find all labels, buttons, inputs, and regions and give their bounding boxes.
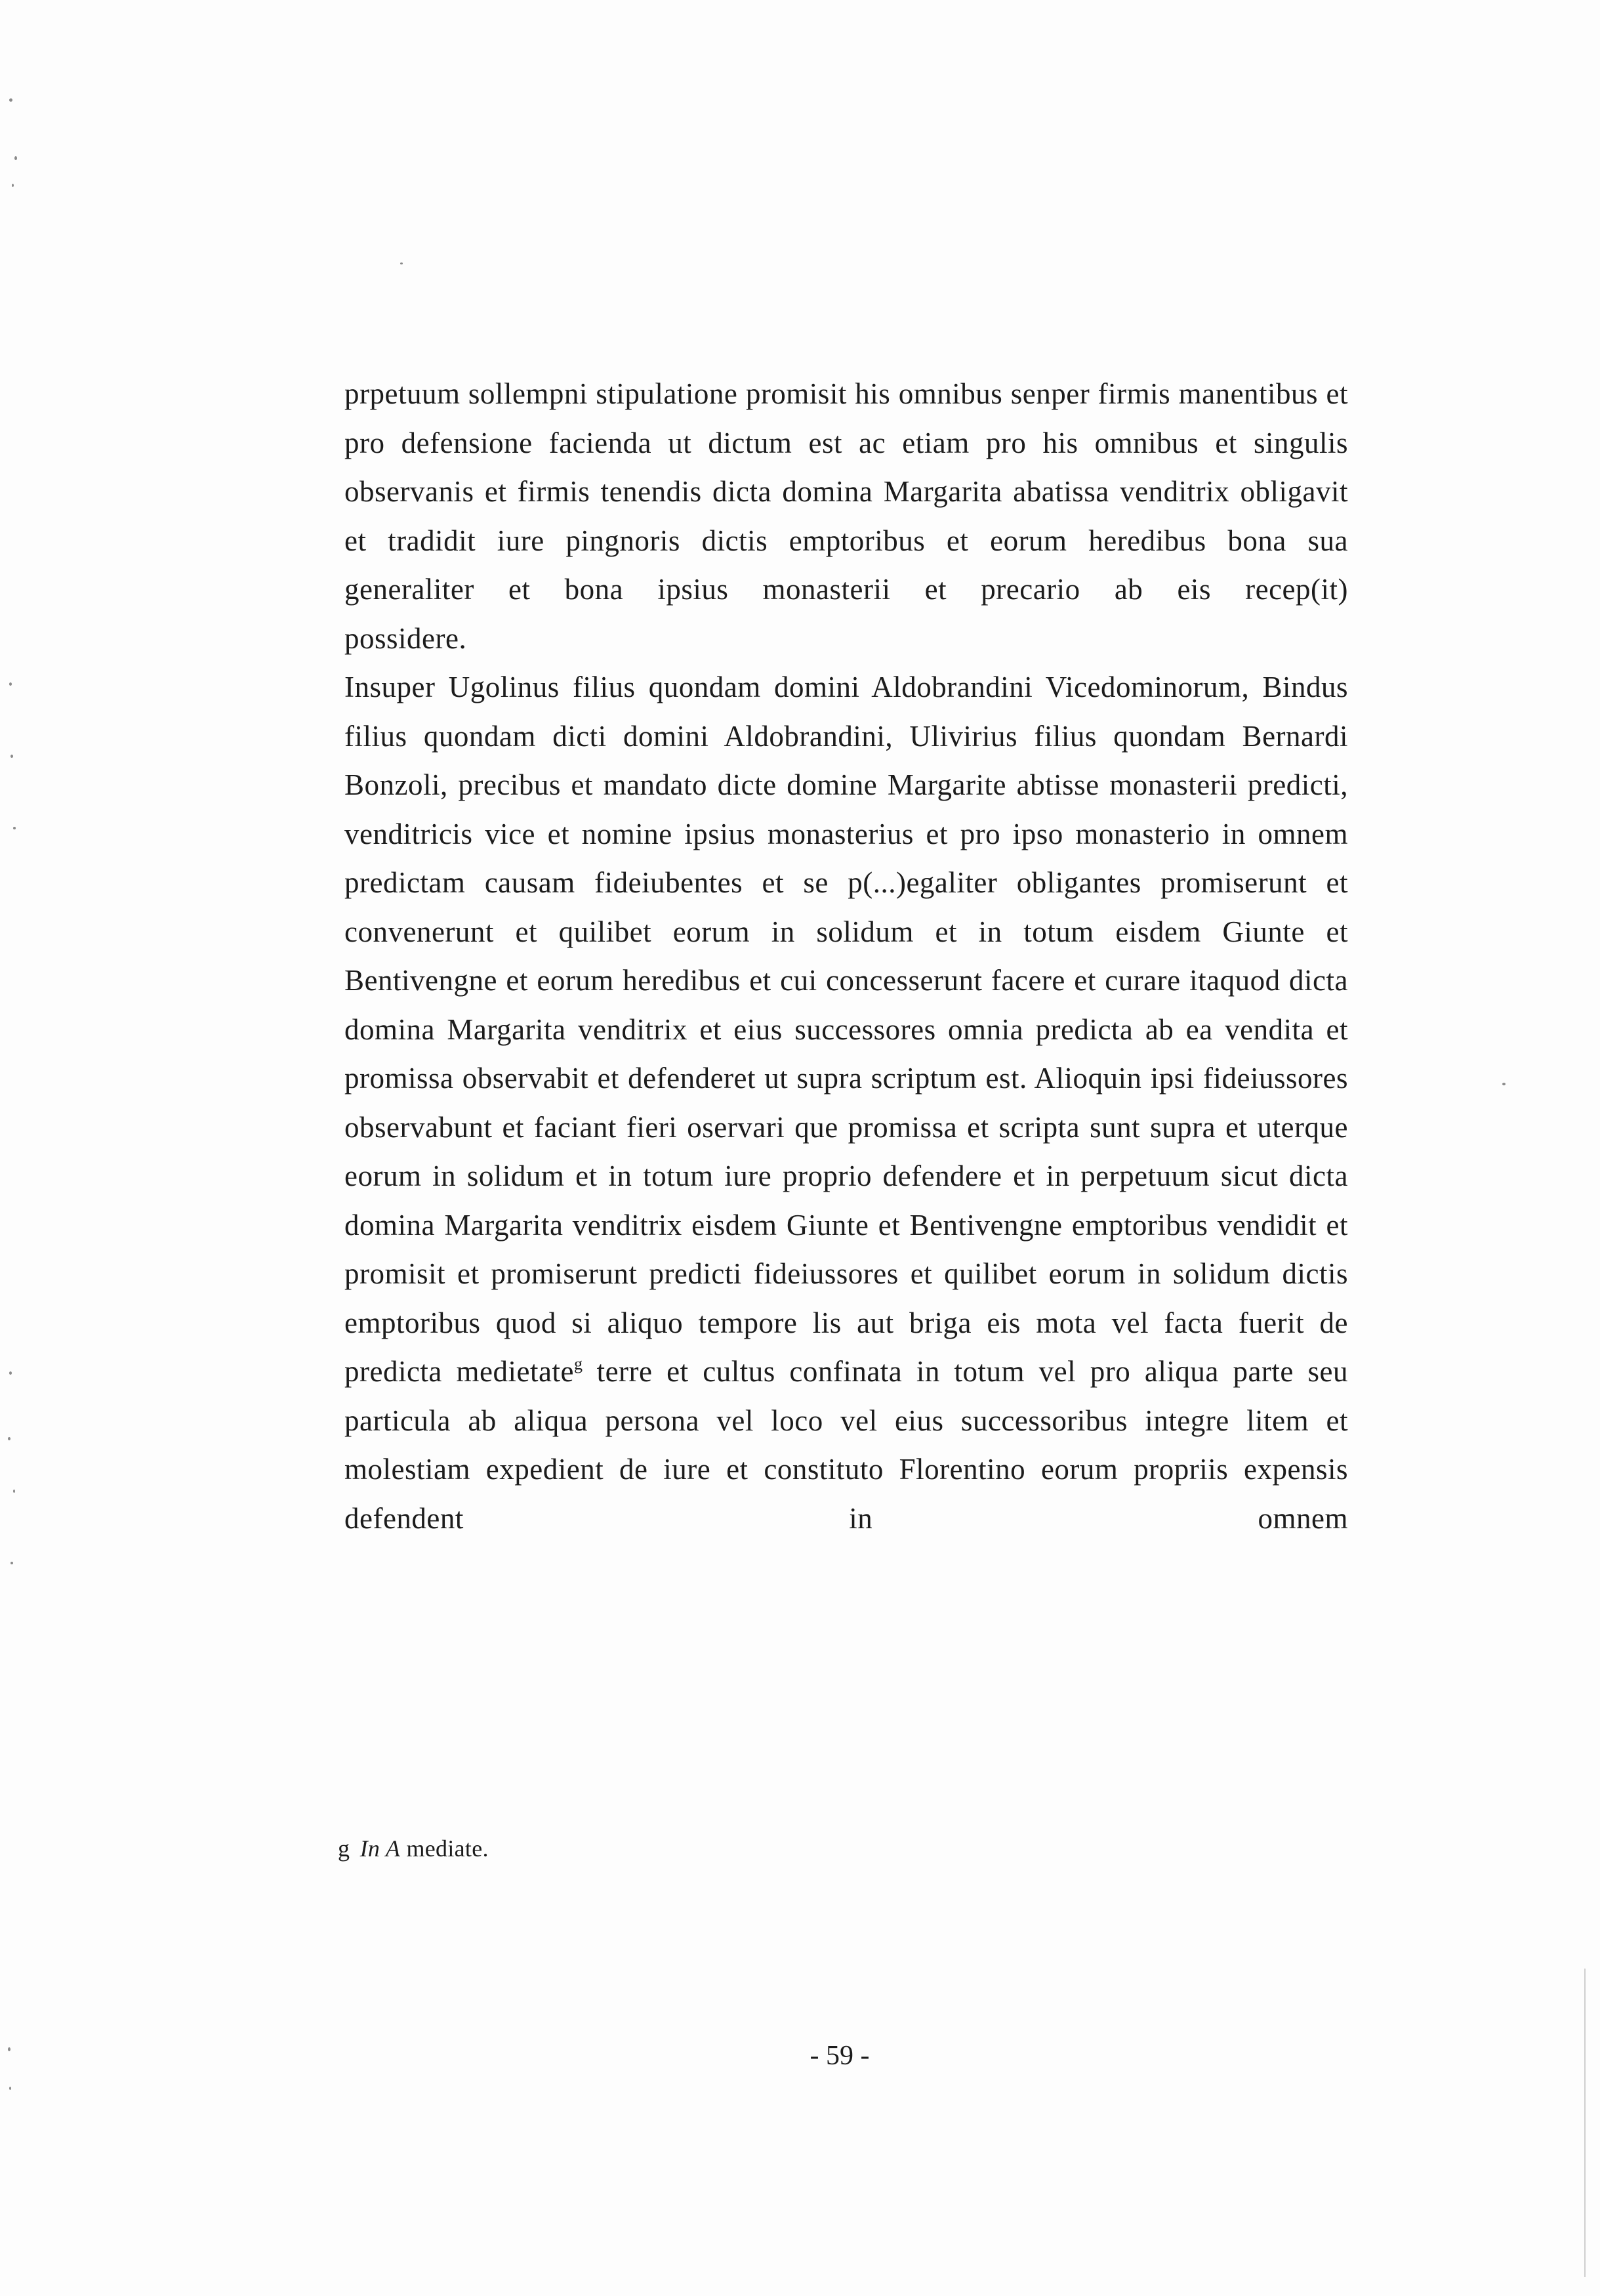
footnote	[338, 1832, 489, 1865]
main-text	[344, 369, 1348, 1543]
footnote-text: mediate.	[406, 1835, 489, 1862]
footnote-reference: g	[573, 1354, 583, 1373]
paragraph-1	[344, 369, 1348, 663]
paragraph-2	[344, 663, 1348, 1543]
paragraph-1-body: prpetuum sollempni stipulatione promisit his omnibus senper firmis manentibus et pro defensione facienda ut dictum est ac etiam pro his omnibus et singulis observanis et firmis tenendis dicta domina Margarita abatissa venditrix obligavit et tradidit iure pingnoris dictis emptoribus et eorum heredibus bona sua generaliter et bona ipsius monasterii et precario ab eis recep(it)	[344, 377, 1348, 606]
footnote-source: In A	[359, 1835, 401, 1862]
page-number: - 59 -	[810, 2041, 870, 2071]
paragraph-2-text-after-note: terre et cultus confinata in totum vel pro aliqua parte seu particula ab aliqua persona vel loco vel eius successoribus integre litem et molestiam expedient de iure et constituto Florentino eorum propriis expensis defendent in omnem	[344, 1355, 1349, 1535]
paragraph-1-tail: possidere.	[344, 621, 467, 655]
paragraph-2-text-before-note: Insuper Ugolinus filius quondam domini Aldobrandini Vicedominorum, Bindus filius quondam dicti domini Aldobrandini, Ulivirius filius quondam Bernardi Bonzoli, precibus et mandato dicte domine Margarite abtisse monasterii predicti, venditricis vice et nomine ipsius monasterius et pro ipso monasterio in omnem predictam causam fideiubentes et se p(...)egaliter obligantes promiserunt et convenerunt et quilibet eorum in solidum et in totum eisdem Giunte et Bentivengne et eorum heredibus et cui concesserunt facere et curare itaquod dicta domina Margarita venditrix et eius successores omnia predicta ab ea vendita et promissa observabit et defenderet ut supra scriptum est. Alioquin ipsi fideiussores observabunt et faciant fieri oservari que promissa et scripta sunt supra et uterque eorum in solidum et in totum iure proprio defendere et in perpetuum sicut dicta domina Margarita venditrix eisdem Giunte et Bentivengne emptoribus vendidit et promisit et promiserunt predicti fideiussores et quilibet eorum in solidum dictis emptoribus quod si aliquo tempore lis aut briga eis mota vel facta fuerit de predicta medietate	[344, 671, 1348, 1388]
footnote-mark: g	[338, 1835, 350, 1862]
page-edge-shadow	[1584, 1969, 1586, 2277]
